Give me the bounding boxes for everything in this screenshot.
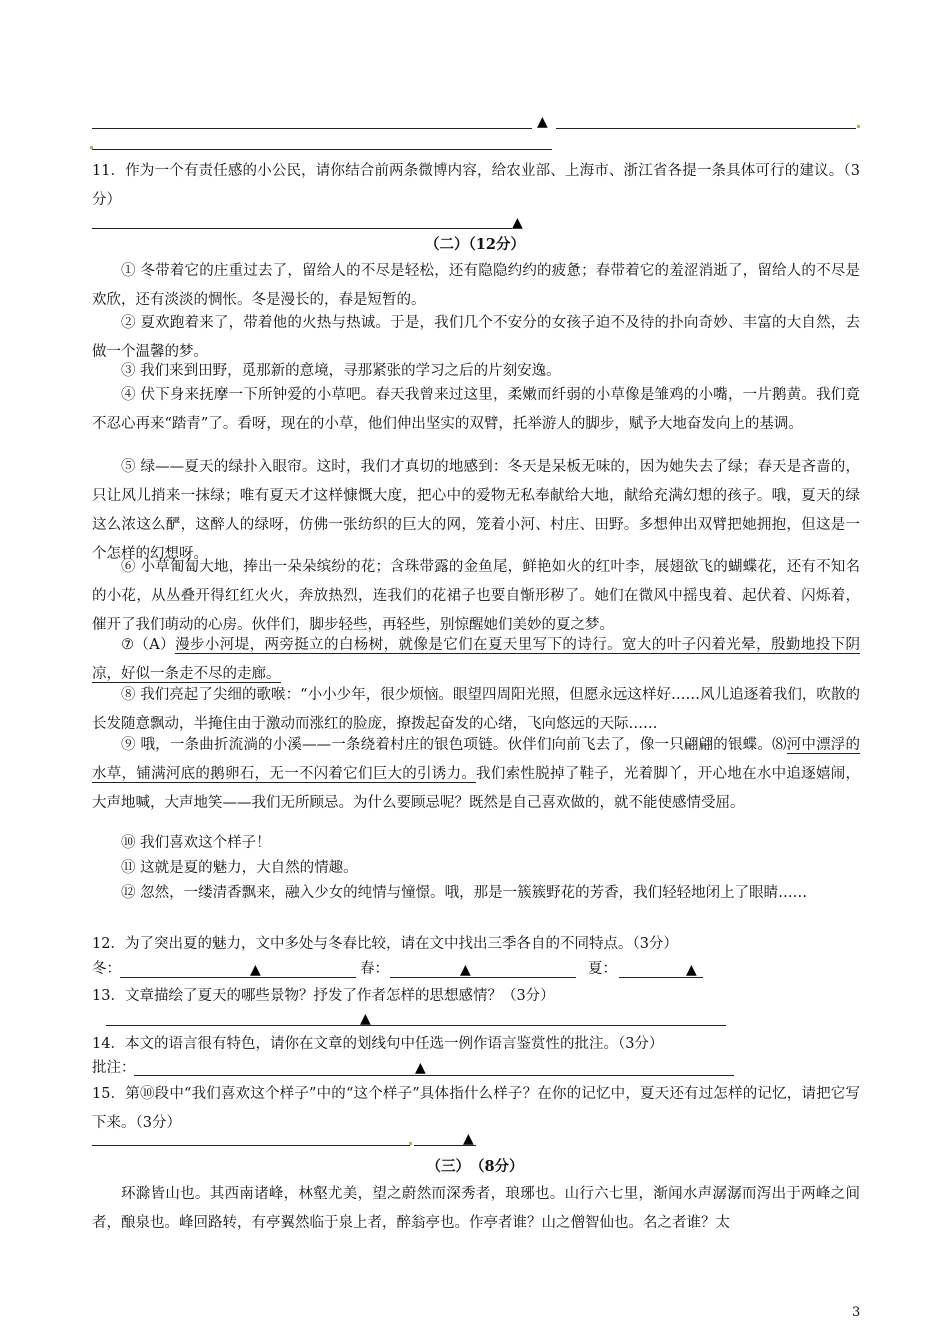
- paragraph-9: [92, 731, 860, 818]
- answer-line: [390, 977, 576, 978]
- answer-marker-triangle: ▲: [415, 1060, 426, 1076]
- label-summer: 夏：: [588, 961, 617, 977]
- answer-line: [556, 128, 856, 129]
- answer-marker-triangle: ▲: [537, 114, 548, 130]
- question-14: 14．本文的语言很有特色，请你在文章的划线句中任选一例作语言鉴赏性的批注。（3分）: [92, 1036, 664, 1052]
- paragraph-3: ③ 我们来到田野，觅那新的意境，寻那紧张的学习之后的片刻安逸。: [121, 363, 561, 379]
- answer-marker-triangle: ▲: [512, 215, 523, 231]
- label-a: ⑦（A）: [121, 637, 176, 653]
- label-spring: 春：: [360, 961, 389, 977]
- page-number: 3: [852, 1305, 861, 1320]
- line-end-dot: [857, 125, 860, 128]
- question-15: 15．第⑩段中“我们喜欢这个样子”中的“这个样子”具体指什么样子？在你的记忆中，夏天还有过怎样的记忆，请把它写下来。（3分）: [92, 1086, 860, 1131]
- answer-line: [92, 1145, 410, 1146]
- classical-text: 环滁皆山也。其西南诸峰，林壑尤美，望之蔚然而深秀者，琅琊也。山行六七里，渐闻水声潺潺而泻出于两峰之间者，酿泉也。峰回路转，有亭翼然临于泉上者，醉翁亭也。作亭者谁？山之僧智仙也。名之者谁？太: [92, 1186, 860, 1231]
- line-end-dot: [409, 1142, 412, 1145]
- paragraph-10: ⑩ 我们喜欢这个样子！: [121, 835, 271, 851]
- paragraph-6: ⑥ 小草匍匐大地，捧出一朵朵缤纷的花；含珠带露的金鱼尾，鲜艳如火的红叶李，展翅欲飞的蝴蝶花，还有不知名的小花，从丛叠开得红红火火，奔放热烈，连我们的花裙子也要自惭形秽了。她们在微风中摇曳着、起伏着、闪烁着，催开了我们萌动的心房。伙伴们，脚步轻些，再轻些，别惊醒她们美妙的夏之梦。: [92, 559, 860, 633]
- label-winter: 冬：: [92, 961, 121, 977]
- paragraph-9-end: 我们索性脱掉了鞋子，光着脚丫，开心地在水中追逐嬉闹，大声地喊，大声地笑——我们无所顾忌。为什么要顾忌呢？既然是自己喜欢做的，就不能使感情受屈。: [92, 766, 861, 811]
- question-11: 11．作为一个有责任感的小公民，请你结合前两条微博内容，给农业部、上海市、浙江省各提一条具体可行的建议。（3分）: [92, 163, 860, 208]
- answer-line: [120, 977, 356, 978]
- paragraph-12: ⑫ 忽然，一缕清香飘来，融入少女的纯情与憧憬。哦，那是一簇簇野花的芳香，我们轻轻地闭上了眼睛……: [121, 885, 808, 901]
- label-annotation: 批注：: [92, 1060, 136, 1076]
- answer-marker-triangle: ▲: [686, 962, 697, 978]
- answer-line: [106, 1025, 726, 1026]
- paragraph-5: ⑤ 绿——夏天的绿扑入眼帘。这时，我们才真切的地感到：冬天是呆板无味的，因为她失去了绿；春天是吝啬的，只让风儿捎来一抹绿；唯有夏天才这样慷慨大度，把心中的爱物无私奉献给大地，献给充满幻想的孩子。哦，夏天的绿这么浓这么酽，这醉人的绿呀，仿佛一张纺织的巨大的网，笼着小河、村庄、田野。多想伸出双臂把她拥抱，但这是一个怎样的幻想呀。: [92, 459, 860, 562]
- paragraph-4: ④ 伏下身来抚摩一下所钟爱的小草吧。春天我曾来过这里，柔嫩而纤弱的小草像是雏鸡的小嘴，一片鹅黄。我们竟不忍心再来“踏青”了。看呀，现在的小草，他们伸出坚实的双臂，托举游人的脚步，赋予大地奋发向上的基调。: [92, 387, 860, 432]
- answer-line: [92, 228, 512, 229]
- answer-marker-triangle: ▲: [250, 962, 261, 978]
- underlined-sentence-a: 漫步小河堤，两旁挺立的白杨树，就像是它们在夏天里写下的诗行。宽大的叶子闪着光晕，殷勤地投下阴凉，好似一条走不尽的走廊。: [92, 637, 860, 682]
- paragraph-11: ⑪ 这就是夏的魅力，大自然的情趣。: [121, 860, 358, 876]
- answer-line: [92, 149, 552, 150]
- paragraph-8: ⑧ 我们亮起了尖细的歌喉：“小小少年，很少烦恼。眼望四周阳光照，但愿永远这样好……风儿追逐着我们，吹散的长发随意飘动，半掩住由于激动而涨红的脸庞，撩拨起奋发的心绪，飞向悠远的天际……: [92, 687, 860, 732]
- paragraph-1: ① 冬带着它的庄重过去了，留给人的不尽是轻松，还有隐隐约约的疲惫；春带着它的羞涩消逝了，留给人的不尽是欢欣，还有淡淡的惆怅。冬是漫长的，春是短暂的。: [92, 263, 860, 308]
- answer-marker-triangle: ▲: [460, 962, 471, 978]
- section-heading-3: （三） （8分）: [426, 1158, 524, 1175]
- paragraph-9-start: ⑨ 哦，一条曲折流淌的小溪——一条绕着村庄的银色项链。伙伴们向前飞去了，像一只翩翩的银蝶。⑻: [121, 737, 787, 753]
- line-end-dot: [90, 146, 93, 149]
- section-heading-2: （二）（12分）: [425, 236, 525, 253]
- answer-marker-triangle: ▲: [360, 1011, 371, 1027]
- question-13: 13．文章描绘了夏天的哪些景物？抒发了作者怎样的思想感情？（3分）: [92, 988, 555, 1004]
- underlined-sentence-b: 河中漂浮的水草，铺满河底的鹅卵石，无一不闪着它们巨大的引诱力。: [92, 737, 861, 782]
- paragraph-2: ② 夏欢跑着来了，带着他的火热与热诚。于是，我们几个不安分的女孩子迫不及待的扑向奇妙、丰富的大自然，去做一个温馨的梦。: [92, 315, 860, 360]
- question-12: 12．为了突出夏的魅力，文中多处与冬春比较，请在文中找出三季各自的不同特点。（3分）: [92, 936, 678, 952]
- answer-line: [92, 128, 532, 129]
- answer-marker-triangle: ▲: [463, 1131, 474, 1147]
- answer-line: [134, 1075, 734, 1076]
